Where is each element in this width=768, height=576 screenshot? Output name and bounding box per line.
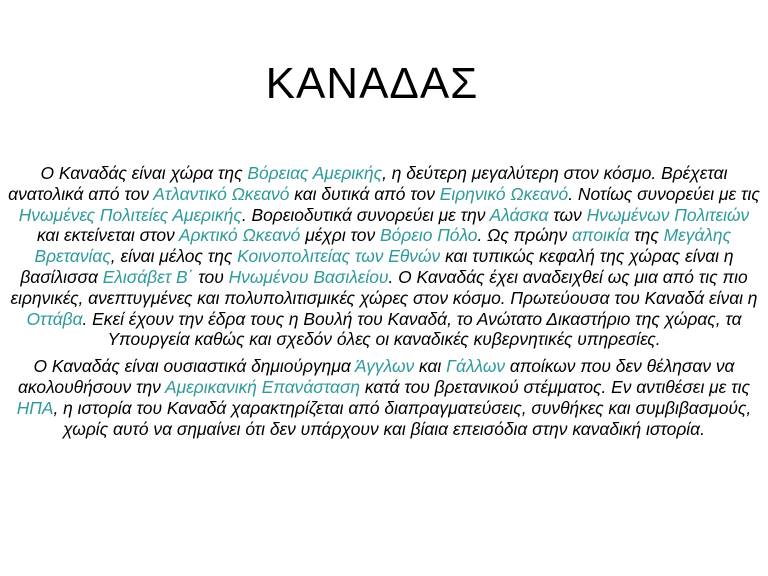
slide-body (8, 163, 760, 439)
paragraph-text: και εκτείνεται στον (36, 225, 179, 246)
paragraph-text: και δυτικά από τον (289, 183, 440, 204)
paragraph-text: των (548, 204, 587, 225)
paragraph-text: . Νοτίως συνορεύει με τις (568, 183, 760, 204)
paragraph-text: , η ιστορία του Καναδά χαρακτηρίζεται από διαπραγματεύσεις, συνθήκες και συμβιβασμούς, χωρίς αυτό να σημαίνει ότι δεν υπάρχουν και βίαια επεισόδια στην καναδική ιστορία. (53, 397, 752, 439)
hyperlink[interactable]: Ειρηνικό Ωκεανό (439, 183, 569, 204)
hyperlink[interactable]: Ηνωμένου Βασιλείου (228, 266, 389, 287)
paragraph-text: μέχρι τον (300, 225, 380, 246)
paragraph-text: , είναι μέλος της (110, 246, 238, 267)
hyperlink[interactable]: Ηνωμένες Πολιτείες Αμερικής (18, 204, 242, 225)
hyperlink[interactable]: Αρκτικό Ωκεανό (178, 225, 301, 246)
hyperlink[interactable]: Άγγλων (354, 356, 415, 377)
hyperlink[interactable]: Κοινοπολιτείας των Εθνών (237, 246, 441, 267)
hyperlink[interactable]: Γάλλων (446, 356, 506, 377)
paragraph-text: αποίκων που δεν θέλησαν να ακολουθήσουν την (18, 356, 735, 397)
paragraph-text: . Ως πρώην (477, 225, 572, 246)
slide-title: ΚΑΝΑΔΑΣ (265, 59, 479, 108)
hyperlink[interactable]: Ελισάβετ Β΄ (102, 266, 194, 287)
hyperlink[interactable]: Ατλαντικό Ωκεανό (153, 183, 290, 204)
hyperlink[interactable]: ΗΠΑ (16, 397, 54, 418)
hyperlink[interactable]: Βόρειο Πόλο (379, 225, 478, 246)
hyperlink[interactable]: Βόρειας Αμερικής (247, 163, 383, 183)
paragraph-text: και (414, 356, 447, 377)
paragraph-text: . Βορειοδυτικά συνορεύει με την (241, 204, 490, 225)
paragraph-text: του (193, 266, 229, 287)
body-paragraph (8, 163, 760, 350)
hyperlink[interactable]: Μεγάλης Βρετανίας (34, 225, 732, 267)
paragraph-text: , η δεύτερη μεγαλύτερη στον κόσμο. Βρέχεται ανατολικά από τον (8, 163, 728, 204)
hyperlink[interactable]: Οττάβα (26, 308, 83, 329)
paragraph-text: . Ο Καναδάς έχει αναδειχθεί ως μια από τις πιο ειρηνικές, ανεπτυγμένες και πολυπολιτισμικές χώρες στον κόσμο. Πρωτεύουσα του Καναδά είναι η (10, 266, 758, 308)
hyperlink[interactable]: Αμερικανική Επανάσταση (165, 376, 361, 397)
paragraph-text: Ο Καναδάς είναι χώρα της (40, 163, 248, 183)
paragraph-text: Ο Καναδάς είναι ουσιαστικά δημιούργημα (33, 356, 355, 377)
paragraph-text: . Εκεί έχουν την έδρα τους η Βουλή του Καναδά, το Ανώτατο Δικαστήριο της χώρας, τα Υπουργεία καθώς και σχεδόν όλες οι καναδικές κυβερνητικές υπηρεσίες. (82, 308, 742, 350)
hyperlink[interactable]: Ηνωμένων Πολιτειών (586, 204, 750, 225)
paragraph-text: της (629, 225, 664, 246)
hyperlink[interactable]: Αλάσκα (489, 204, 549, 225)
paragraph-text: και τυπικώς κεφαλή της χώρας είναι η βασίλισσα (20, 246, 734, 287)
body-paragraph (8, 356, 760, 439)
paragraph-text: κατά του βρετανικού στέμματος. Εν αντιθέσει με τις (360, 376, 750, 397)
hyperlink[interactable]: αποικία (572, 225, 630, 246)
